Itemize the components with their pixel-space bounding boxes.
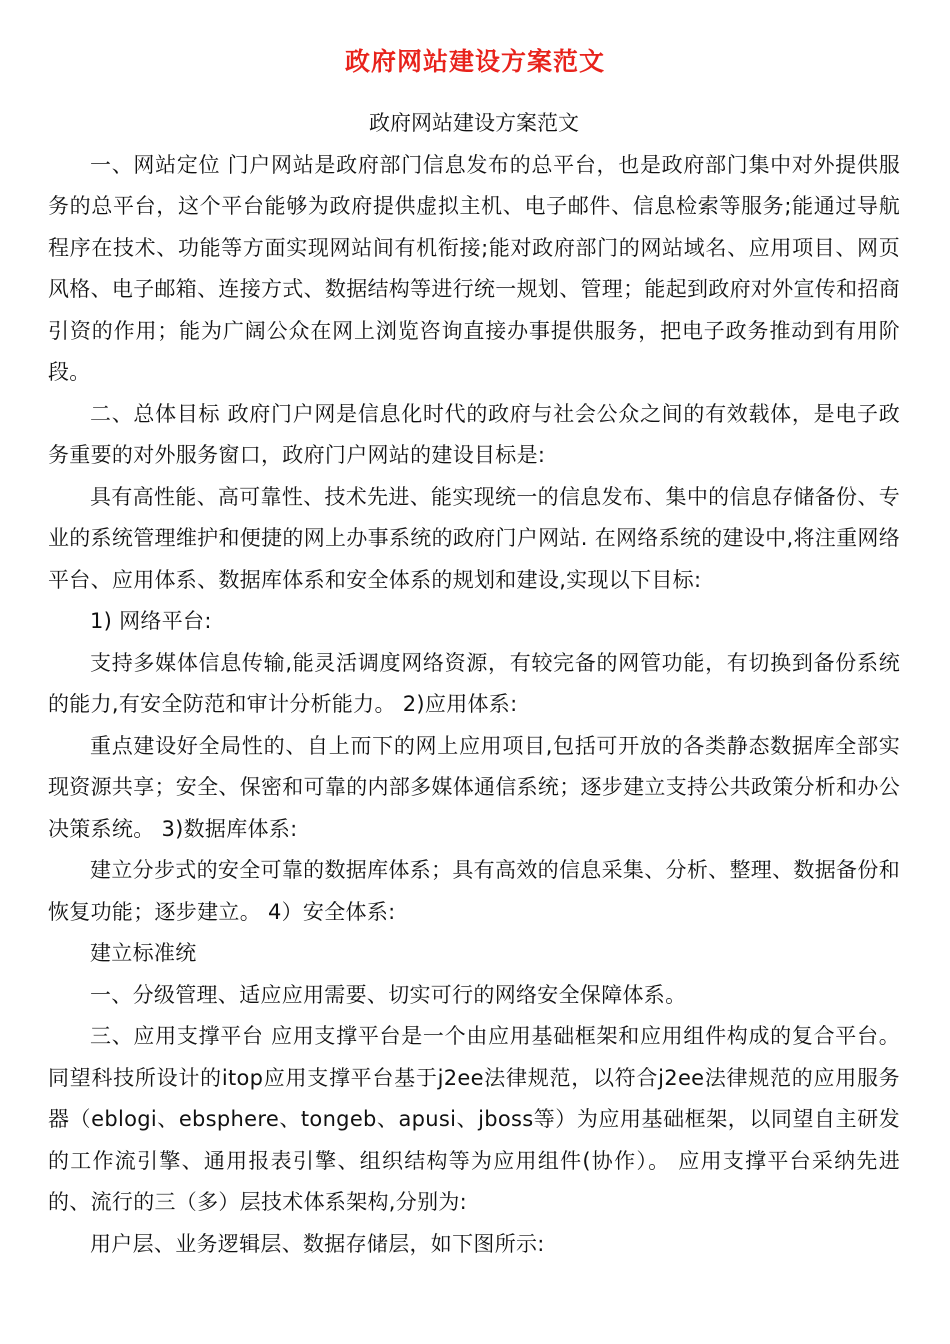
paragraph-application-system: 重点建设好全局性的、自上而下的网上应用项目,包括可开放的各类静态数据库全部实现资源共享；安全、保密和可靠的内部多媒体通信系统；逐步建立支持公共政策分析和办公决策系统。 3)数据库体系:: [48, 733, 900, 841]
paragraph-security-start: 建立标准统: [90, 941, 197, 965]
paragraph-layers: 用户层、业务逻辑层、数据存储层，如下图所示:: [90, 1231, 545, 1256]
document-subtitle: 政府网站建设方案范文: [369, 111, 579, 135]
paragraph-database-system: 建立分步式的安全可靠的数据库体系；具有高效的信息采集、分析、整理、数据备份和恢复功能；逐步建立。 4）安全体系:: [48, 858, 900, 924]
paragraph-security-system: 一、分级管理、适应应用需要、切实可行的网络安全保障体系。: [90, 982, 687, 1007]
paragraph-goal-details: 具有高性能、高可靠性、技术先进、能实现统一的信息发布、集中的信息存储备份、专业的系统管理维护和便捷的网上办事系统的政府门户网站. 在网络系统的建设中,将注重网络平台、应用体系、数据库体系和安全体系的规划和建设,实现以下目标:: [48, 484, 900, 592]
paragraph-network-platform: 支持多媒体信息传输,能灵活调度网络资源，有较完备的网管功能，有切换到备份系统的能力,有安全防范和审计分析能力。 2)应用体系:: [48, 650, 900, 716]
paragraph-overall-goal: 二、总体目标 政府门户网是信息化时代的政府与社会公众之间的有效载体，是电子政务重要的对外服务窗口，政府门户网站的建设目标是:: [48, 401, 900, 467]
paragraph-website-positioning: 一、网站定位 门户网站是政府部门信息发布的总平台，也是政府部门集中对外提供服务的总平台，这个平台能够为政府提供虚拟主机、电子邮件、信息检索等服务;能通过导航程序在技术、功能等方面实现网站间有机衔接;能对政府部门的网站域名、应用项目、网页风格、电子邮箱、连接方式、数据结构等进行统一规划、管理；能起到政府对外宣传和招商引资的作用；能为广阔公众在网上浏览咨询直接办事提供服务，把电子政务推动到有用阶段。: [48, 152, 900, 384]
paragraph-network-platform-heading: 1) 网络平台:: [90, 609, 212, 633]
paragraph-application-support-platform: 三、应用支撑平台 应用支撑平台是一个由应用基础框架和应用组件构成的复合平台。同望科技所设计的itop应用支撑平台基于j2ee法律规范，以符合j2ee法律规范的应用服务器（eblogi、ebsphere、tongeb、apusi、jboss等）为应用基础框架，以同望自主研发的工作流引擎、通用报表引擎、组织结构等为应用组件(协作）。 应用支撑平台采纳先进的、流行的三（多）层技术体系架构,分别为:: [48, 1024, 900, 1214]
document-body: [48, 103, 900, 1265]
document-title: 政府网站建设方案范文: [344, 47, 605, 76]
